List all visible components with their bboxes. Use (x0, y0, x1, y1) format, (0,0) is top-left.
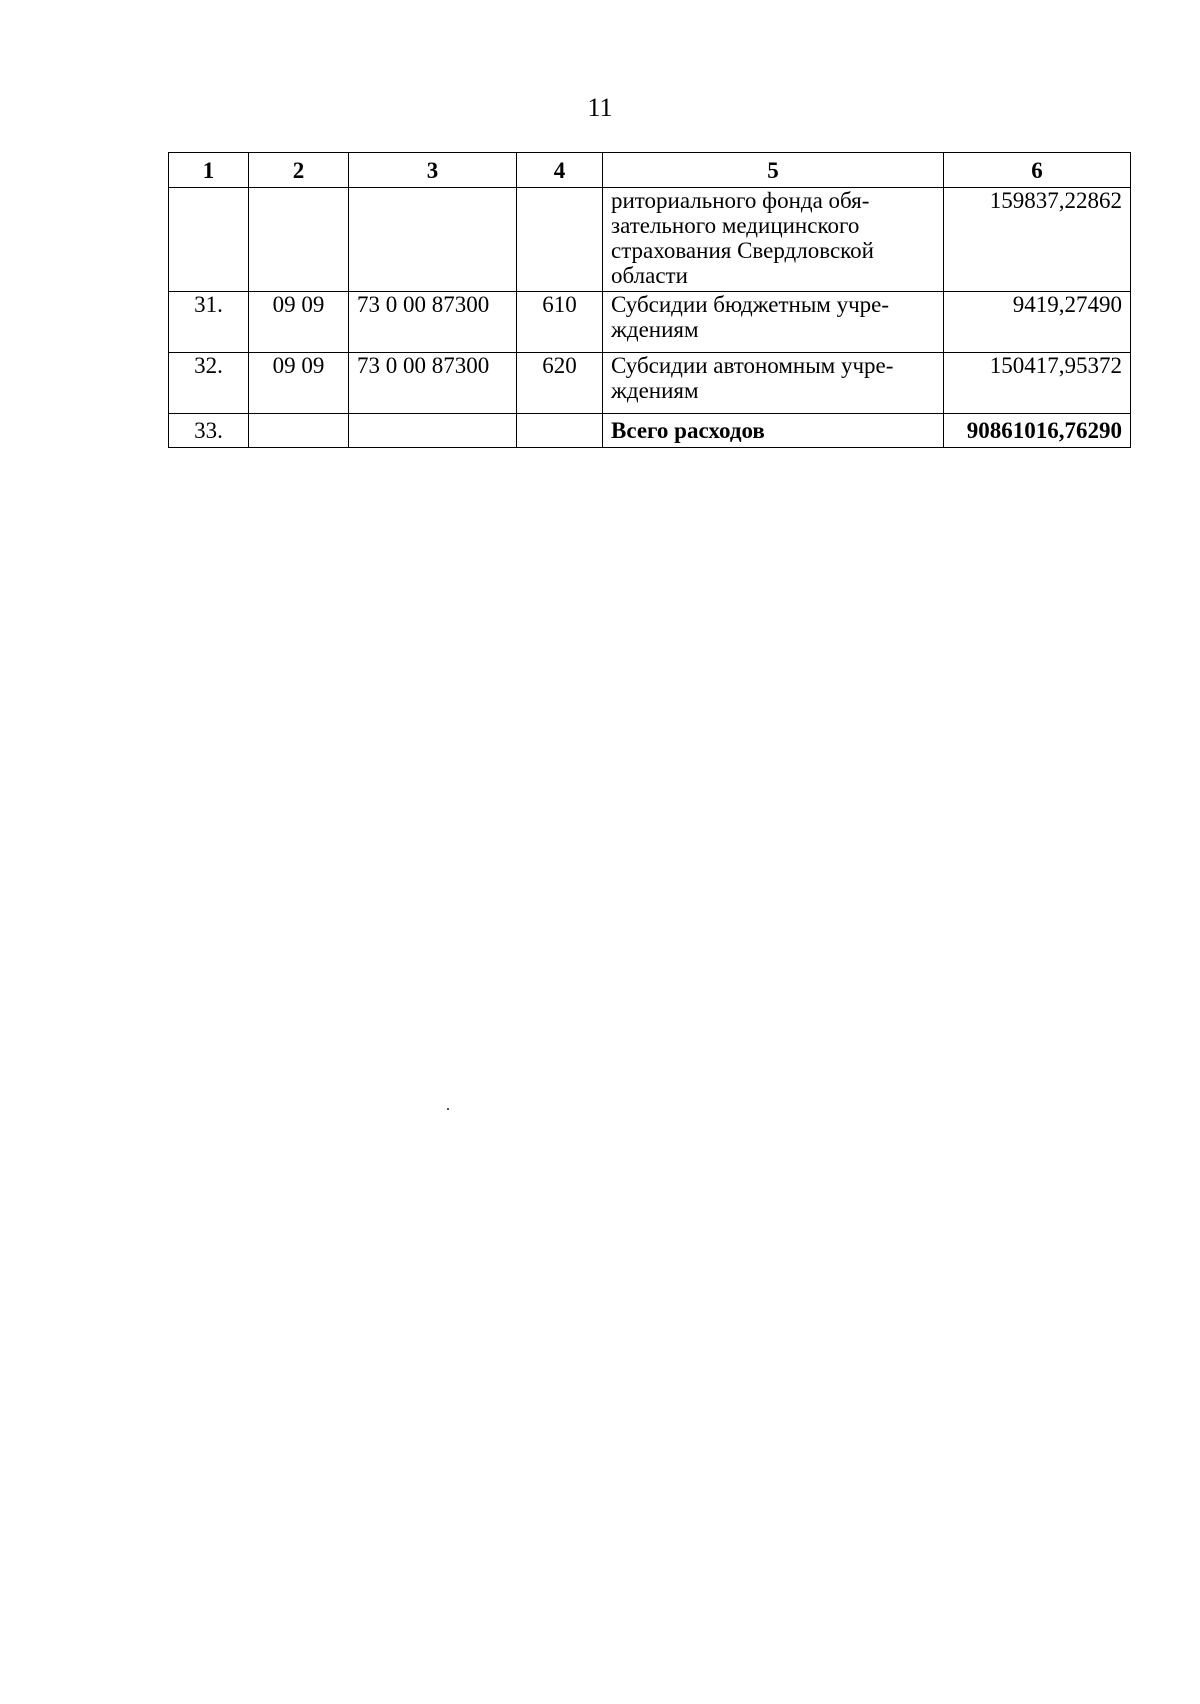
row-number: 33. (169, 414, 249, 448)
total-amount: 90861016,76290 (944, 414, 1131, 448)
expense-type-code: 620 (517, 353, 603, 414)
page-number: 11 (587, 93, 613, 122)
expense-amount: 9419,27490 (944, 292, 1131, 353)
target-code: 73 0 00 87300 (349, 292, 517, 353)
total-label: Всего расходов (603, 414, 944, 448)
column-header-description: 5 (603, 153, 944, 188)
expense-type-code (517, 188, 603, 292)
column-header-section: 2 (249, 153, 349, 188)
expense-description: Субсидии бюджетным учре-ждениям (603, 292, 944, 353)
expense-description: Субсидии автономным учре-ждениям (603, 353, 944, 414)
expense-type-code: 610 (517, 292, 603, 353)
column-header-target: 3 (349, 153, 517, 188)
total-row (169, 414, 1131, 448)
row-number: 32. (169, 353, 249, 414)
section-code: 09 09 (249, 353, 349, 414)
table-row (169, 188, 1131, 292)
section-code (249, 414, 349, 448)
target-code (349, 188, 517, 292)
row-number: 31. (169, 292, 249, 353)
column-header-number: 1 (169, 153, 249, 188)
expense-description: риториального фонда обя-зательного медицинского страхования Свердловской области (603, 188, 944, 292)
target-code (349, 414, 517, 448)
expense-amount: 159837,22862 (944, 188, 1131, 292)
table-row (169, 353, 1131, 414)
section-code (249, 188, 349, 292)
row-number (169, 188, 249, 292)
section-code: 09 09 (249, 292, 349, 353)
budget-table (168, 152, 1131, 448)
column-header-amount: 6 (944, 153, 1131, 188)
expense-type-code (517, 414, 603, 448)
table-row (169, 292, 1131, 353)
expense-amount: 150417,95372 (944, 353, 1131, 414)
target-code: 73 0 00 87300 (349, 353, 517, 414)
table-header-row (169, 153, 1131, 188)
scan-speck (447, 1108, 449, 1110)
column-header-type: 4 (517, 153, 603, 188)
